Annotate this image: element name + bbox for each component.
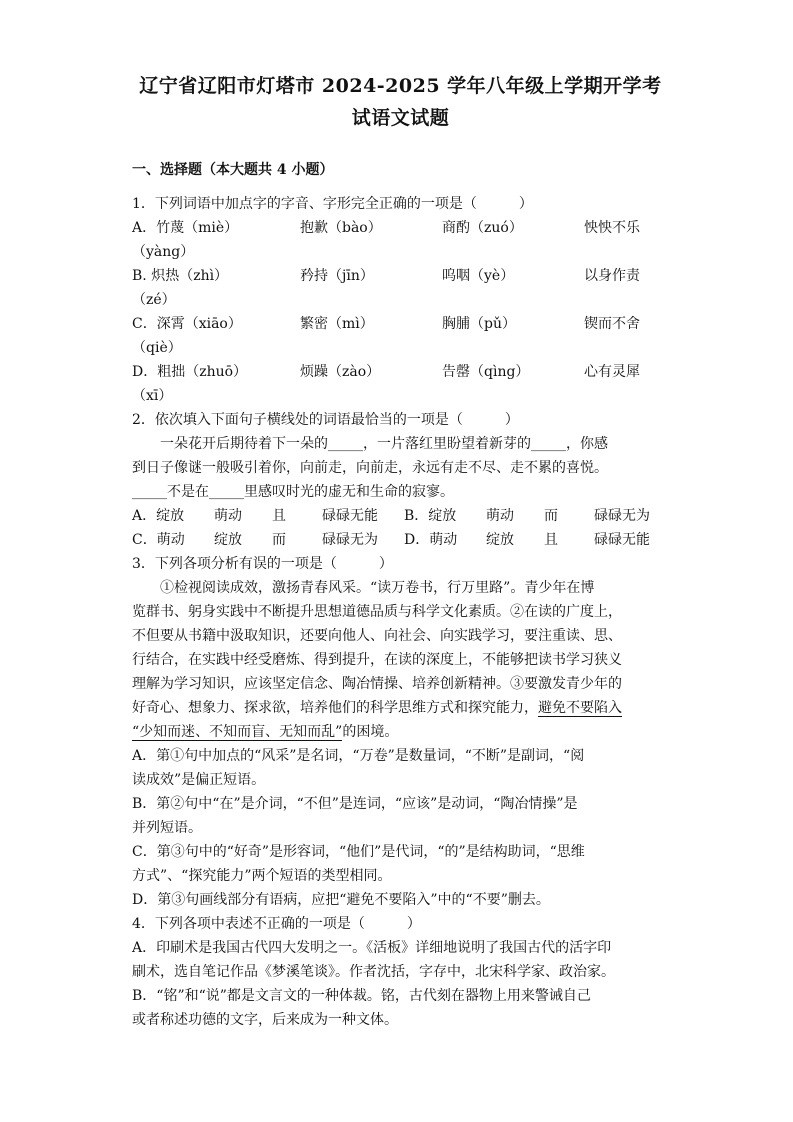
option-d-word-3: 告罄（qìng）: [442, 364, 530, 380]
question-2-passage-line-2: 到日子像谜一般吸引着你，向前走，向前走，永远有走不尽、走不累的喜悦。: [132, 460, 608, 476]
q2-option-d-word-4: 碌碌无能: [594, 532, 650, 548]
question-3-option-a-line-1: A．第①句中加点的“风采”是名词，“万卷”是数量词，“不断”是副词，“阅: [132, 748, 585, 764]
question-3-passage-line-4: 行结合，在实践中经受磨炼、得到提升，在读的深度上，不能够把读书学习狭义: [132, 652, 622, 668]
q2-option-d-word-3: 且: [544, 532, 558, 548]
option-d-word-2: 烦躁（zào）: [300, 364, 381, 380]
question-4: [132, 912, 669, 1032]
question-4-stem: 4．下列各项中表述不正确的一项是（ ）: [132, 916, 421, 932]
option-a-word-2: 抱歉（bào）: [300, 220, 382, 236]
option-d-word-1: D．粗拙（zhuō）: [132, 364, 248, 380]
question-4-option-b-line-1: B．“铭”和“说”都是文言文的一种体裁。铭，古代刻在器物上用来警诫自己: [132, 988, 591, 1004]
question-2: [132, 408, 669, 552]
option-c-word-2: 繁密（mì）: [300, 316, 374, 332]
option-c-word-1: C．深霄（xiāo）: [132, 316, 242, 332]
option-c-word-4: 锲而不舍: [584, 316, 640, 332]
question-3-option-c-line-1: C．第③句中的“好奇”是形容词，“他们”是代词，“的”是结构助词，“思维: [132, 844, 585, 860]
q2-option-d-word-2: 绽放: [486, 532, 514, 548]
option-b-word-2: 矜持（jīn）: [300, 268, 374, 284]
question-2-options-row-1: [132, 504, 669, 528]
question-2-stem: 2．依次填入下面句子横线处的词语最恰当的一项是（ ）: [132, 412, 519, 428]
question-3-passage-line-6: [132, 696, 669, 720]
question-1-option-a: [132, 216, 669, 240]
question-3-passage-line-3: 不但要从书籍中汲取知识，还要向他人、向社会、向实践学习，要注重读、思、: [132, 628, 622, 644]
q2-option-a-word-2: 萌动: [214, 508, 242, 524]
question-4-option-a-line-1: A．印刷术是我国古代四大发明之一。《活板》详细地说明了我国古代的活字印: [132, 940, 612, 956]
option-d-word-4: 心有灵犀: [584, 364, 640, 380]
option-c-word-3: 胸脯（pǔ）: [442, 316, 516, 332]
q2-option-b-word-2: 萌动: [486, 508, 514, 524]
q2-option-c-word-4: 碌碌无为: [322, 532, 378, 548]
option-b-pinyin-tail: （zé）: [132, 292, 176, 308]
option-a-pinyin-tail: （yàng）: [132, 244, 195, 260]
question-4-option-b-line-2: 或者称述功德的文字，后来成为一种文体。: [132, 1012, 398, 1028]
question-3-passage-line-7: [132, 720, 669, 744]
passage-line-7-text: 的困境。: [342, 724, 399, 740]
option-b-word-4: 以身作责: [584, 268, 640, 284]
question-1-stem: 1．下列词语中加点字的字音、字形完全正确的一项是（ ）: [132, 196, 533, 212]
question-2-passage-line-1: 一朵花开后期待着下一朵的_____，一片落红里盼望着新芽的_____，你感: [160, 436, 608, 452]
question-3-option-a-line-2: 读成效”是偏正短语。: [132, 772, 266, 788]
question-1-option-c: [132, 312, 669, 336]
section-heading: 一、选择题（本大题共 4 小题）: [132, 162, 334, 178]
page-title: [132, 70, 669, 134]
option-b-word-3: 呜咽（yè）: [442, 268, 515, 284]
underlined-phrase-1: 避免不要陷入: [538, 700, 622, 716]
question-3-option-b-line-1: B．第②句中“在”是介词，“不但”是连词，“应该”是动词，“陶冶情操”是: [132, 796, 578, 812]
question-4-option-a-line-2: 刷术，选自笔记作品《梦溪笔谈》。作者沈括，字存中，北宋科学家、政治家。: [132, 964, 615, 980]
question-1-option-d: [132, 360, 669, 384]
option-c-pinyin-tail: （qiè）: [132, 340, 182, 356]
q2-option-b-word-4: 碌碌无为: [594, 508, 650, 524]
question-3-stem: 3．下列各项分析有误的一项是（ ）: [132, 556, 393, 572]
option-b-word-1: B. 炽热（zhì）: [132, 268, 229, 284]
q2-option-c-word-3: 而: [272, 532, 286, 548]
question-3-option-c-line-2: 方式”、“探究能力”两个短语的类型相同。: [132, 868, 392, 884]
q2-option-d-label: D．萌动: [404, 532, 458, 548]
q2-option-c-word-2: 绽放: [214, 532, 242, 548]
q2-option-a-word-3: 且: [272, 508, 286, 524]
title-line-2: 试语文试题: [351, 107, 450, 129]
q2-option-a-label: A．绽放: [132, 508, 185, 524]
question-2-passage-line-3: _____不是在_____里感叹时光的虚无和生命的寂寥。: [132, 484, 454, 500]
option-a-word-1: A．竹蔑（miè）: [132, 220, 239, 236]
question-3-option-b-line-2: 并列短语。: [132, 820, 202, 836]
q2-option-b-word-3: 而: [544, 508, 558, 524]
question-2-options-row-2: [132, 528, 669, 552]
question-1: [132, 192, 669, 408]
option-a-word-3: 商酌（zuó）: [442, 220, 523, 236]
passage-line-6-text: 好奇心、想象力、探求欲，培养他们的科学思维方式和探究能力，: [132, 700, 538, 716]
q2-option-c-label: C．萌动: [132, 532, 185, 548]
option-a-word-4: 怏怏不乐: [584, 220, 640, 236]
question-3-option-d-line-1: D．第③句画线部分有语病，应把“避免不要陷入”中的“不要”删去。: [132, 892, 550, 908]
underlined-phrase-2: “少知而迷、不知而盲、无知而乱”: [132, 724, 343, 740]
question-3: [132, 552, 669, 912]
title-line-1: 辽宁省辽阳市灯塔市 2024-2025 学年八年级上学期开学考: [139, 75, 662, 97]
option-d-pinyin-tail: （xī）: [132, 388, 173, 404]
q2-option-b-label: B．绽放: [404, 508, 457, 524]
question-3-passage-line-1: ①检视阅读成效，激扬青春风采。“读万卷书，行万里路”。青少年在博: [160, 580, 595, 596]
question-3-passage-line-2: 览群书、躬身实践中不断提升思想道德品质与科学文化素质。②在读的广度上，: [132, 604, 622, 620]
question-1-option-b: [132, 264, 669, 288]
q2-option-a-word-4: 碌碌无能: [322, 508, 378, 524]
question-3-passage-line-5: 理解为学习知识，应该坚定信念、陶冶情操、培养创新精神。③要激发青少年的: [132, 676, 622, 692]
